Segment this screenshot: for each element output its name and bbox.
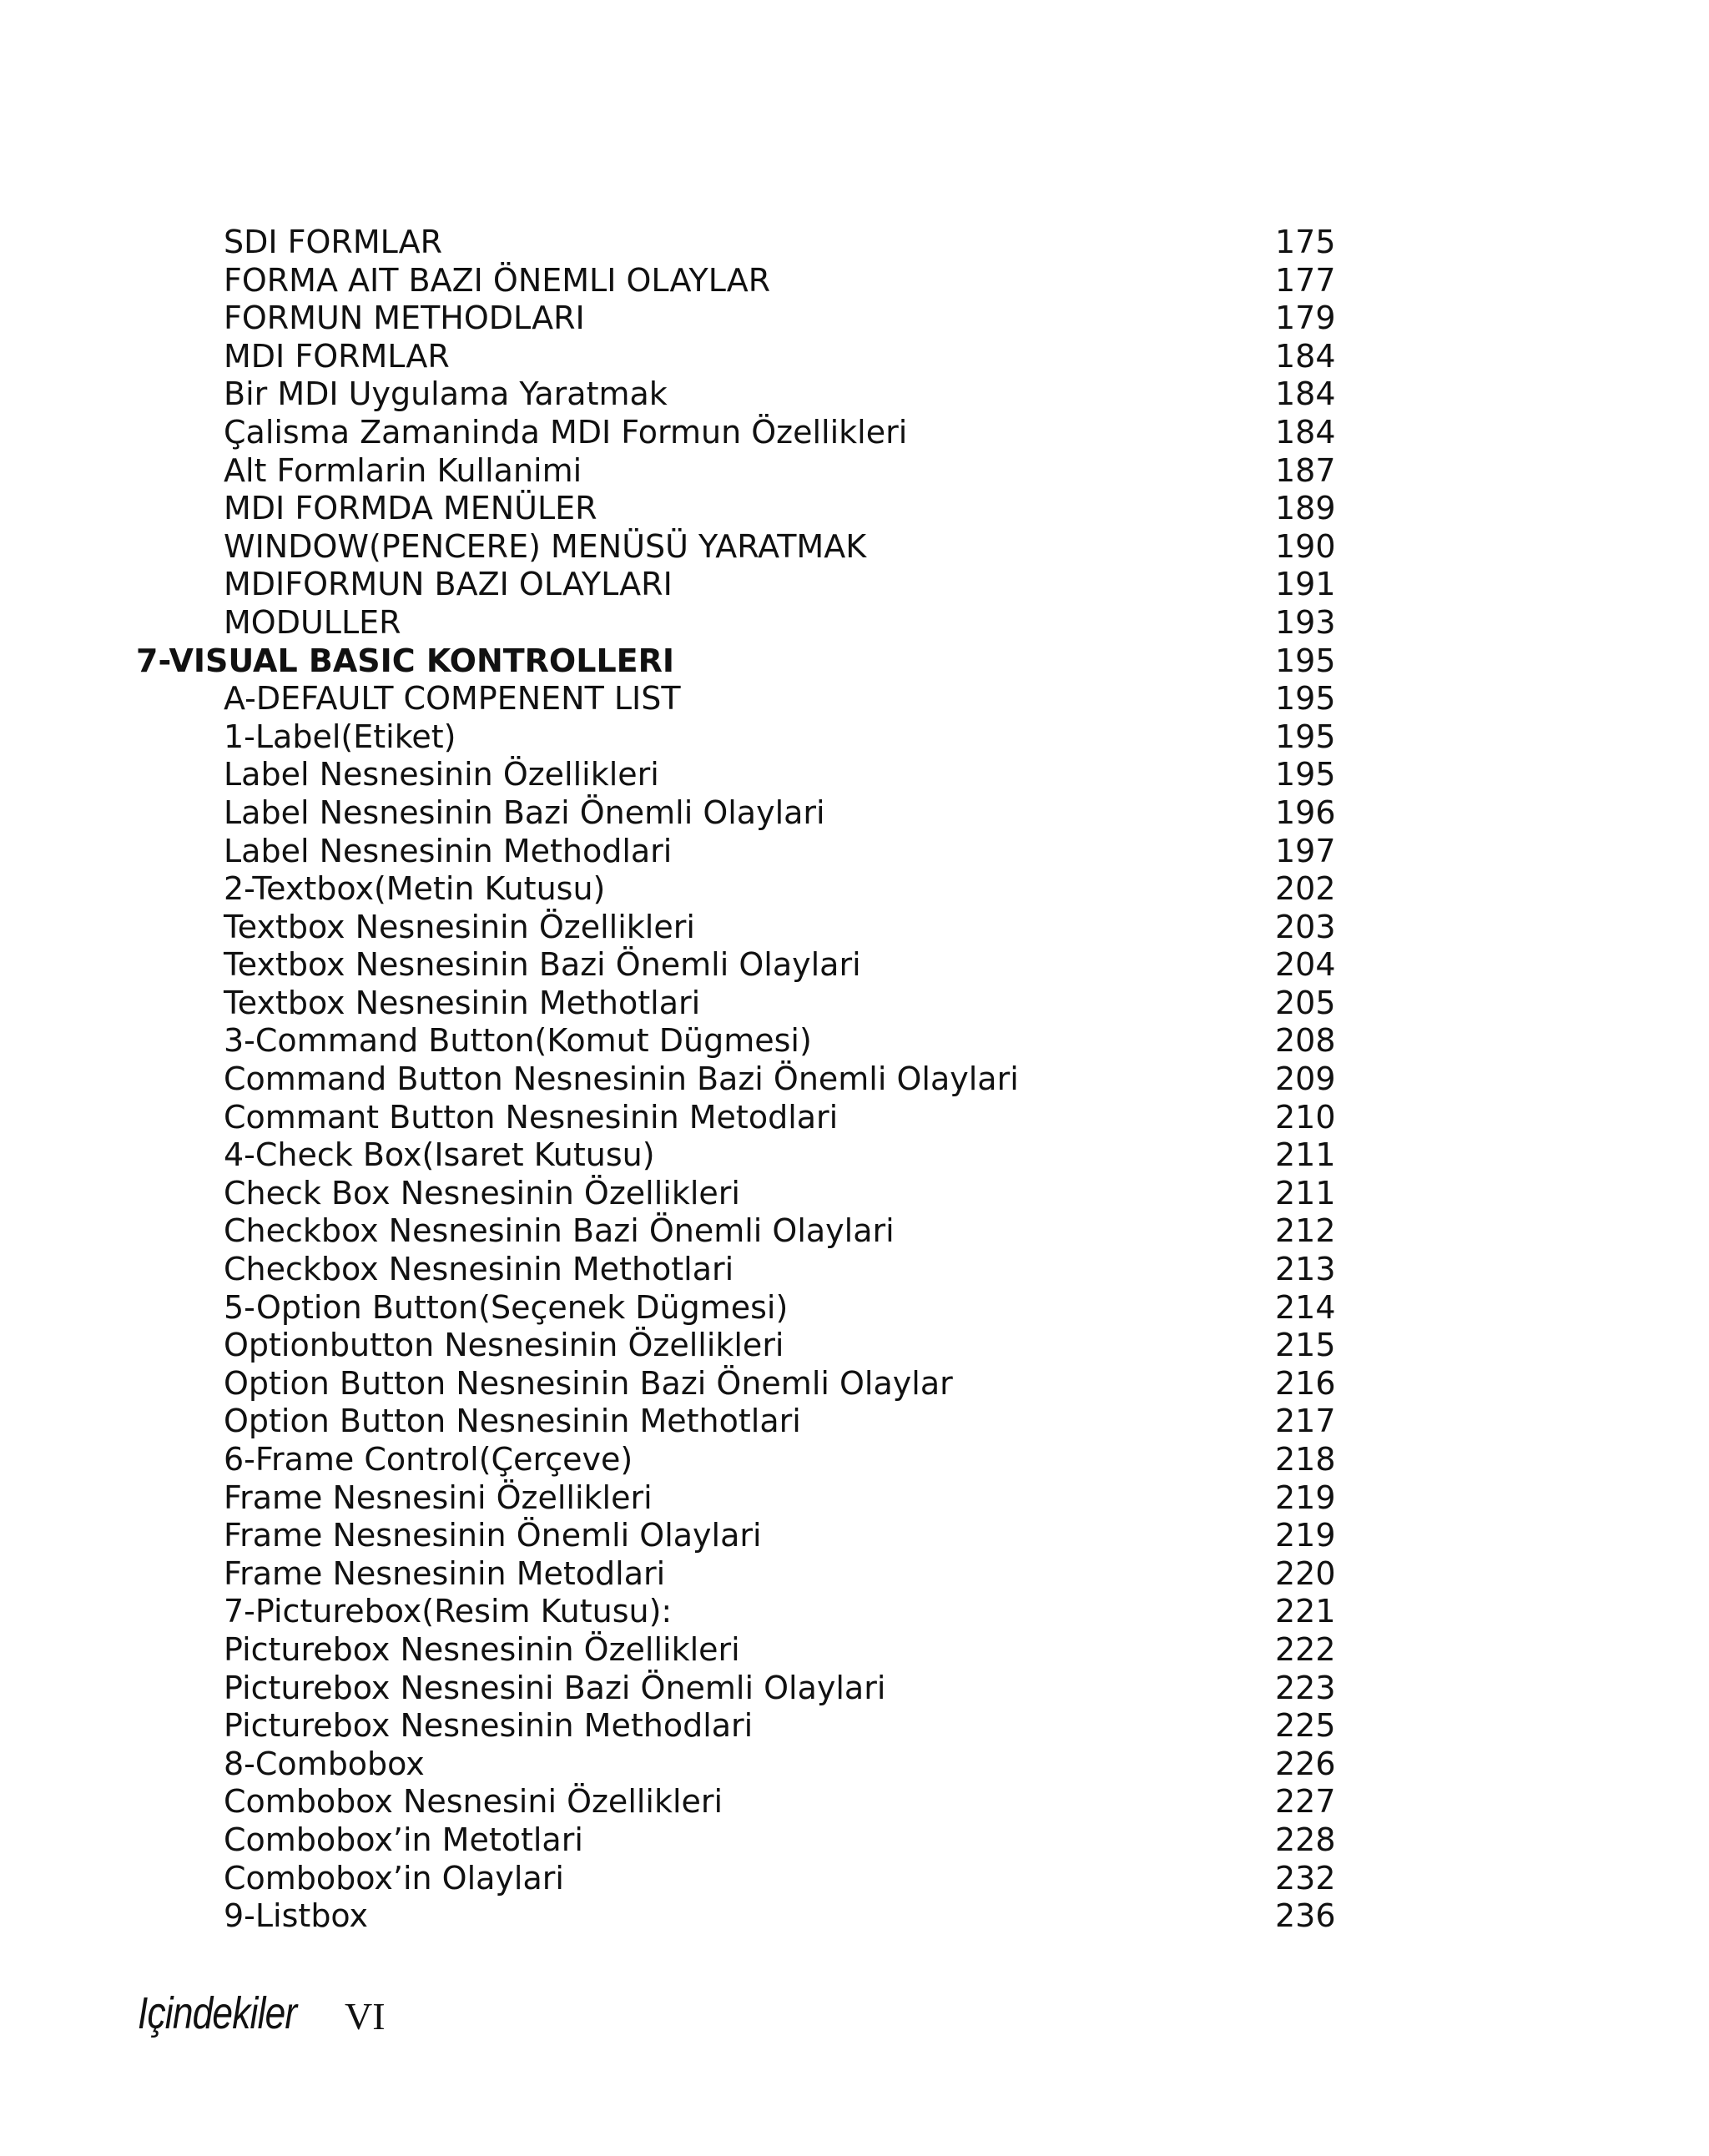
toc-entry-title: Textbox Nesnesinin Bazi Önemli Olaylari: [224, 946, 861, 984]
toc-entry-title: FORMA AIT BAZI ÖNEMLI OLAYLAR: [224, 261, 771, 299]
toc-entry-page-number: 212: [1275, 1212, 1336, 1250]
toc-entry-title: Textbox Nesnesinin Özellikleri: [224, 908, 695, 945]
toc-entry-title: 8-Combobox: [224, 1745, 425, 1782]
toc-entry: [0, 909, 1709, 947]
toc-entry-title: MDIFORMUN BAZI OLAYLARI: [224, 566, 673, 603]
toc-entry-page-number: 216: [1275, 1364, 1336, 1402]
toc-entry: [0, 870, 1709, 909]
toc-entry-title: Frame Nesnesinin Metodlari: [224, 1554, 666, 1592]
toc-entry: [0, 718, 1709, 757]
toc-entry: [0, 946, 1709, 985]
toc-entry: [0, 1631, 1709, 1670]
toc-chapter-entry: [0, 642, 1709, 681]
toc-entry-title: Bir MDI Uygulama Yaratmak: [224, 375, 668, 413]
toc-entry-page-number: 215: [1275, 1327, 1336, 1364]
toc-entry-page-number: 177: [1275, 261, 1336, 299]
toc-entry-title: A-DEFAULT COMPENENT LIST: [224, 680, 681, 718]
toc-entry-title: Picturebox Nesnesinin Methodlari: [224, 1707, 754, 1745]
toc-entry-title: MDI FORMDA MENÜLER: [224, 490, 597, 527]
toc-entry: [0, 1441, 1709, 1479]
toc-entry-page-number: 218: [1275, 1441, 1336, 1478]
toc-entry: [0, 1403, 1709, 1441]
toc-entry-page-number: 187: [1275, 451, 1336, 489]
toc-entry-page-number: 195: [1275, 680, 1336, 718]
toc-entry-page-number: 214: [1275, 1288, 1336, 1326]
toc-entry: [0, 224, 1709, 262]
toc-entry-page-number: 184: [1275, 337, 1336, 375]
toc-entry: [0, 1707, 1709, 1745]
toc-entry-page-number: 225: [1275, 1707, 1336, 1745]
toc-entry-page-number: 222: [1275, 1630, 1336, 1668]
toc-entry-page-number: 219: [1275, 1478, 1336, 1516]
toc-entry-page-number: 191: [1275, 566, 1336, 603]
toc-entry-page-number: 221: [1275, 1593, 1336, 1630]
toc-entry: [0, 1365, 1709, 1403]
toc-entry: [0, 338, 1709, 376]
toc-entry-title: 9-Listbox: [224, 1897, 369, 1935]
toc-entry-page-number: 197: [1275, 832, 1336, 869]
toc-entry-page-number: 184: [1275, 413, 1336, 451]
toc-entry-title: FORMUN METHODLARI: [224, 300, 585, 337]
toc-entry: [0, 262, 1709, 300]
toc-entry-title: Frame Nesnesini Özellikleri: [224, 1478, 653, 1516]
toc-entry-title: Check Box Nesnesinin Özellikleri: [224, 1174, 740, 1211]
toc-entry-title: Combobox’in Metotlari: [224, 1821, 583, 1858]
toc-entry-page-number: 227: [1275, 1783, 1336, 1821]
toc-entry: [0, 566, 1709, 604]
toc-entry-title: Checkbox Nesnesinin Bazi Önemli Olaylari: [224, 1212, 895, 1250]
toc-entry-title: MODULLER: [224, 603, 401, 641]
page-footer: [138, 1987, 386, 2039]
toc-entry-page-number: 190: [1275, 527, 1336, 565]
toc-entry-page-number: 213: [1275, 1251, 1336, 1288]
toc-entry: [0, 490, 1709, 528]
toc-entry: [0, 1745, 1709, 1784]
toc-entry: [0, 1212, 1709, 1251]
toc-entry-page-number: 210: [1275, 1098, 1336, 1136]
toc-entry-page-number: 196: [1275, 793, 1336, 831]
toc-entry-title: Option Button Nesnesinin Bazi Önemli Olaylar: [224, 1364, 953, 1402]
toc-entry-page-number: 211: [1275, 1136, 1336, 1174]
toc-entry: [0, 1175, 1709, 1213]
toc-entry-title: Combobox Nesnesini Özellikleri: [224, 1783, 723, 1821]
toc-entry: [0, 985, 1709, 1023]
toc-entry: [0, 1670, 1709, 1708]
toc-entry-page-number: 220: [1275, 1554, 1336, 1592]
toc-entry-page-number: 203: [1275, 908, 1336, 945]
toc-entry-page-number: 189: [1275, 490, 1336, 527]
toc-entry-title: Command Button Nesnesinin Bazi Önemli Olaylari: [224, 1060, 1019, 1098]
toc-entry-page-number: 223: [1275, 1669, 1336, 1706]
toc-entry: [0, 1860, 1709, 1898]
toc-entry-title: Option Button Nesnesinin Methotlari: [224, 1403, 801, 1440]
toc-entry-page-number: 175: [1275, 224, 1336, 260]
toc-entry-title: Checkbox Nesnesinin Methotlari: [224, 1251, 734, 1288]
toc-entry-page-number: 193: [1275, 603, 1336, 641]
toc-entry-title: Textbox Nesnesinin Methotlari: [224, 984, 701, 1021]
toc-entry: [0, 452, 1709, 491]
toc-entry-page-number: 209: [1275, 1060, 1336, 1098]
toc-entry: [0, 680, 1709, 718]
toc-entry: [0, 1897, 1709, 1936]
toc-entry: [0, 414, 1709, 452]
toc-entry-page-number: 179: [1275, 300, 1336, 337]
toc-entry-page-number: 208: [1275, 1022, 1336, 1060]
toc-entry: [0, 528, 1709, 567]
toc-entry-title: WINDOW(PENCERE) MENÜSÜ YARATMAK: [224, 527, 867, 565]
toc-entry-page-number: 184: [1275, 375, 1336, 413]
toc-entry: [0, 1821, 1709, 1860]
toc-entry-title: Label Nesnesinin Özellikleri: [224, 756, 659, 793]
toc-entry-page-number: 204: [1275, 946, 1336, 984]
toc-entry-title: 2-Textbox(Metin Kutusu): [224, 870, 606, 908]
toc-entry: [0, 1251, 1709, 1289]
toc-entry-title: 1-Label(Etiket): [224, 718, 456, 755]
toc-entry: [0, 1593, 1709, 1631]
toc-entry: [0, 1783, 1709, 1821]
toc-entry-title: 3-Command Button(Komut Dügmesi): [224, 1022, 812, 1060]
toc-entry-page-number: 236: [1275, 1897, 1336, 1935]
toc-entry: [0, 794, 1709, 833]
toc-entry: [0, 1555, 1709, 1594]
toc-entry: [0, 1479, 1709, 1518]
toc-entry-page-number: 232: [1275, 1859, 1336, 1897]
toc-entry-page-number: 211: [1275, 1174, 1336, 1211]
toc-entry-title: Label Nesnesinin Bazi Önemli Olaylari: [224, 793, 825, 831]
toc-entry: [0, 604, 1709, 642]
toc-entry-title: Picturebox Nesnesini Bazi Önemli Olaylari: [224, 1669, 886, 1706]
footer-page-number: VI: [345, 1995, 386, 2038]
toc-entry: [0, 1136, 1709, 1175]
toc-entry-title: Alt Formlarin Kullanimi: [224, 451, 582, 489]
toc-entry-page-number: 195: [1275, 756, 1336, 793]
toc-entry-title: Optionbutton Nesnesinin Özellikleri: [224, 1327, 784, 1364]
footer-section-label: Içindekiler: [138, 1988, 297, 2038]
toc-entry: [0, 1327, 1709, 1365]
toc-entry-page-number: 202: [1275, 870, 1336, 908]
toc-entry-title: Label Nesnesinin Methodlari: [224, 832, 673, 869]
toc-entry: [0, 300, 1709, 338]
toc-entry-title: 7-Picturebox(Resim Kutusu):: [224, 1593, 673, 1630]
toc-entry: [0, 1060, 1709, 1099]
toc-entry-page-number: 205: [1275, 984, 1336, 1021]
toc-entry-title: 7-VISUAL BASIC KONTROLLERI: [136, 642, 675, 679]
toc-entry-title: Çalisma Zamaninda MDI Formun Özellikleri: [224, 413, 908, 451]
toc-entry-title: 5-Option Button(Seçenek Dügmesi): [224, 1288, 789, 1326]
toc-entry-title: Combobox’in Olaylari: [224, 1859, 564, 1897]
toc-entry-title: Commant Button Nesnesinin Metodlari: [224, 1098, 839, 1136]
toc-entry: [0, 375, 1709, 414]
toc-entry-title: Picturebox Nesnesinin Özellikleri: [224, 1630, 740, 1668]
toc-entry: [0, 1099, 1709, 1137]
toc-entry-title: 6-Frame Control(Çerçeve): [224, 1441, 633, 1478]
toc-entry-title: Frame Nesnesinin Önemli Olaylari: [224, 1517, 762, 1554]
toc-entry: [0, 1517, 1709, 1555]
toc-entry-page-number: 228: [1275, 1821, 1336, 1858]
toc-entry-page-number: 195: [1275, 642, 1336, 679]
toc-entry-title: 4-Check Box(Isaret Kutusu): [224, 1136, 655, 1174]
toc-entry: [0, 833, 1709, 871]
toc-entry-page-number: 226: [1275, 1745, 1336, 1782]
toc-entry-page-number: 217: [1275, 1403, 1336, 1440]
toc-entry-title: SDI FORMLAR: [224, 224, 443, 260]
toc-entry-page-number: 195: [1275, 718, 1336, 755]
toc-entry: [0, 1289, 1709, 1327]
table-of-contents: [0, 224, 1709, 1936]
toc-entry: [0, 756, 1709, 794]
toc-entry: [0, 1022, 1709, 1060]
toc-entry-page-number: 219: [1275, 1517, 1336, 1554]
toc-entry-title: MDI FORMLAR: [224, 337, 450, 375]
